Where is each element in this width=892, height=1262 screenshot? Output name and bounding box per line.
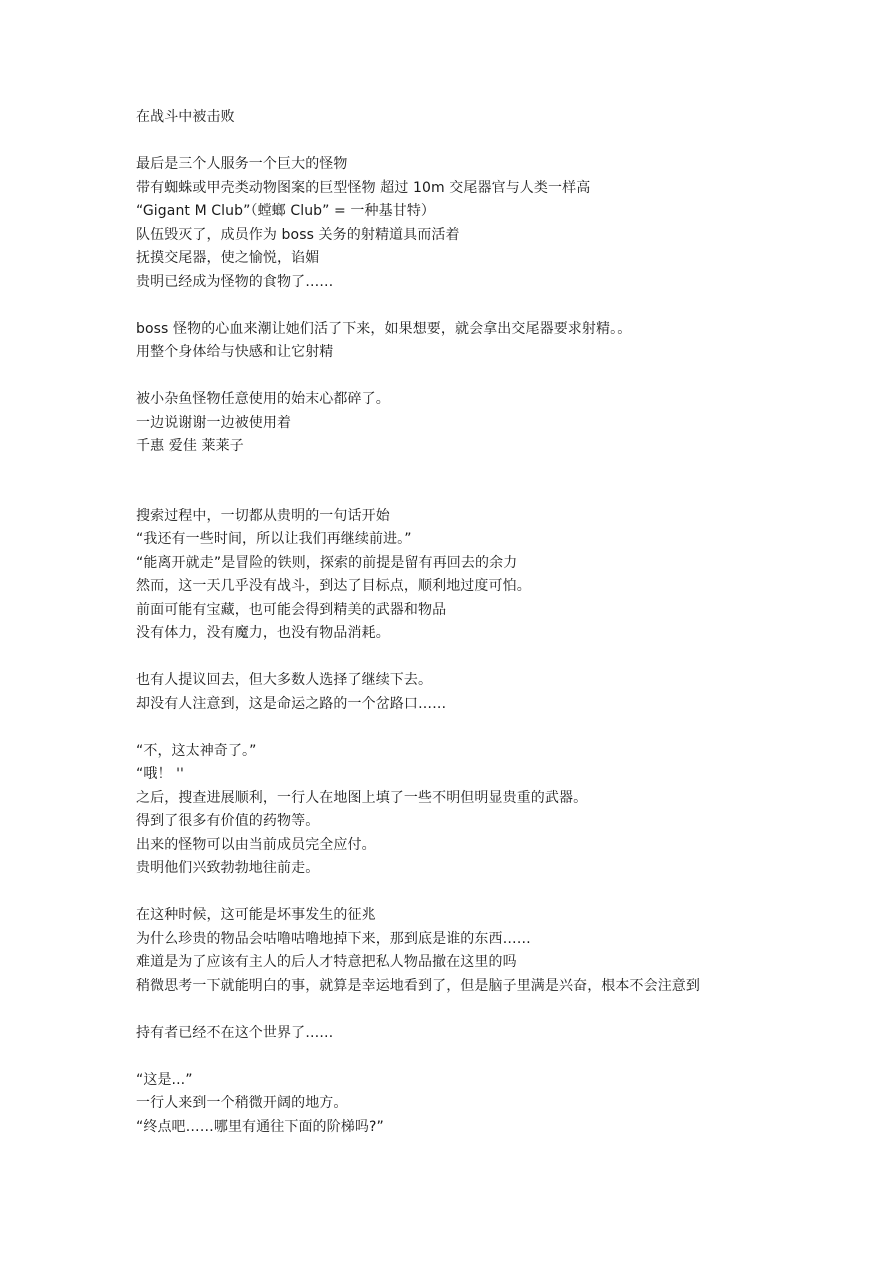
paragraph-line: “终点吧……哪里有通往下面的阶梯吗?” [136, 1118, 384, 1135]
paragraph-line: 被小杂鱼怪物任意使用的始末心都碎了。 [136, 391, 390, 407]
paragraph-line: 在这种时候，这可能是坏事发生的征兆 [136, 907, 376, 923]
paragraph-line: 稍微思考一下就能明白的事，就算是幸运地看到了，但是脑子里满是兴奋，根本不会注意到 [136, 977, 700, 994]
paragraph-line: 一边说谢谢一边被使用着 [136, 414, 292, 431]
paragraph-line: 带有蜘蛛或甲壳类动物图案的巨型怪物 超过 10m 交尾器官与人类一样高 [136, 179, 591, 196]
paragraph-line: 之后，搜查进展顺利，一行人在地图上填了一些不明但明显贵重的武器。 [136, 789, 588, 806]
spacer [136, 365, 856, 389]
document-title: 在战斗中被击败 [136, 109, 235, 125]
paragraph-line: “这是...” [136, 1071, 193, 1088]
paragraph-line: 难道是为了应该有主人的后人才特意把私人物品撤在这里的吗 [136, 954, 517, 970]
paragraph-line: 然而，这一天几乎没有战斗，到达了目标点，顺利地过度可怕。 [136, 578, 531, 594]
paragraph-line: 出来的怪物可以由当前成员完全应付。 [136, 836, 376, 853]
paragraph-line: 得到了很多有价值的药物等。 [136, 813, 320, 829]
spacer [136, 881, 856, 905]
paragraph-line: “哦！ '' [136, 766, 185, 782]
paragraph-line: 贵明已经成为怪物的食物了…… [136, 273, 334, 290]
document-body [136, 106, 856, 1139]
paragraph-line: “Gigant M Club”（螳螂 Club” = 一种基甘特） [136, 203, 436, 219]
spacer [136, 646, 856, 670]
paragraph-line: 前面可能有宝藏，也可能会得到精美的武器和物品 [136, 601, 447, 618]
spacer [136, 1045, 856, 1069]
spacer [136, 998, 856, 1022]
spacer [136, 130, 856, 154]
paragraph-line: 没有体力，没有魔力，也没有物品消耗。 [136, 625, 390, 641]
spacer [136, 459, 856, 505]
paragraph-line: 贵明他们兴致勃勃地往前走。 [136, 860, 320, 876]
paragraph-line: “我还有一些时间，所以让我们再继续前进。” [136, 531, 412, 547]
paragraph-line: 搜索过程中，一切都从贵明的一句话开始 [136, 507, 390, 524]
paragraph-line: 用整个身体给与快感和让它射精 [136, 344, 334, 360]
paragraph-line: boss 怪物的心血来潮让她们活了下来，如果想要，就会拿出交尾器要求射精。。 [136, 320, 632, 337]
spacer [136, 716, 856, 740]
paragraph-line: 队伍毁灭了，成员作为 boss 关务的射精道具而活着 [136, 226, 460, 243]
paragraph-line: 却没有人注意到，这是命运之路的一个岔路口…… [136, 695, 447, 712]
paragraph-line: 也有人提议回去，但大多数人选择了继续下去。 [136, 672, 433, 688]
spacer [136, 294, 856, 318]
paragraph-line: 持有者已经不在这个世界了…… [136, 1024, 334, 1041]
paragraph-line: 为什么珍贵的物品会咕噜咕噜地掉下来，那到底是谁的东西…… [136, 930, 531, 947]
paragraph-line: 最后是三个人服务一个巨大的怪物 [136, 156, 348, 172]
paragraph-line: “能离开就走”是冒险的铁则，探索的前提是留有再回去的余力 [136, 554, 518, 571]
paragraph-line: “不，这太神奇了。” [136, 742, 257, 759]
paragraph-line: 千惠 爱佳 莱莱子 [136, 438, 244, 454]
paragraph-line: 一行人来到一个稍微开阔的地方。 [136, 1095, 348, 1111]
paragraph-line: 抚摸交尾器，使之愉悦，谄媚 [136, 250, 320, 266]
